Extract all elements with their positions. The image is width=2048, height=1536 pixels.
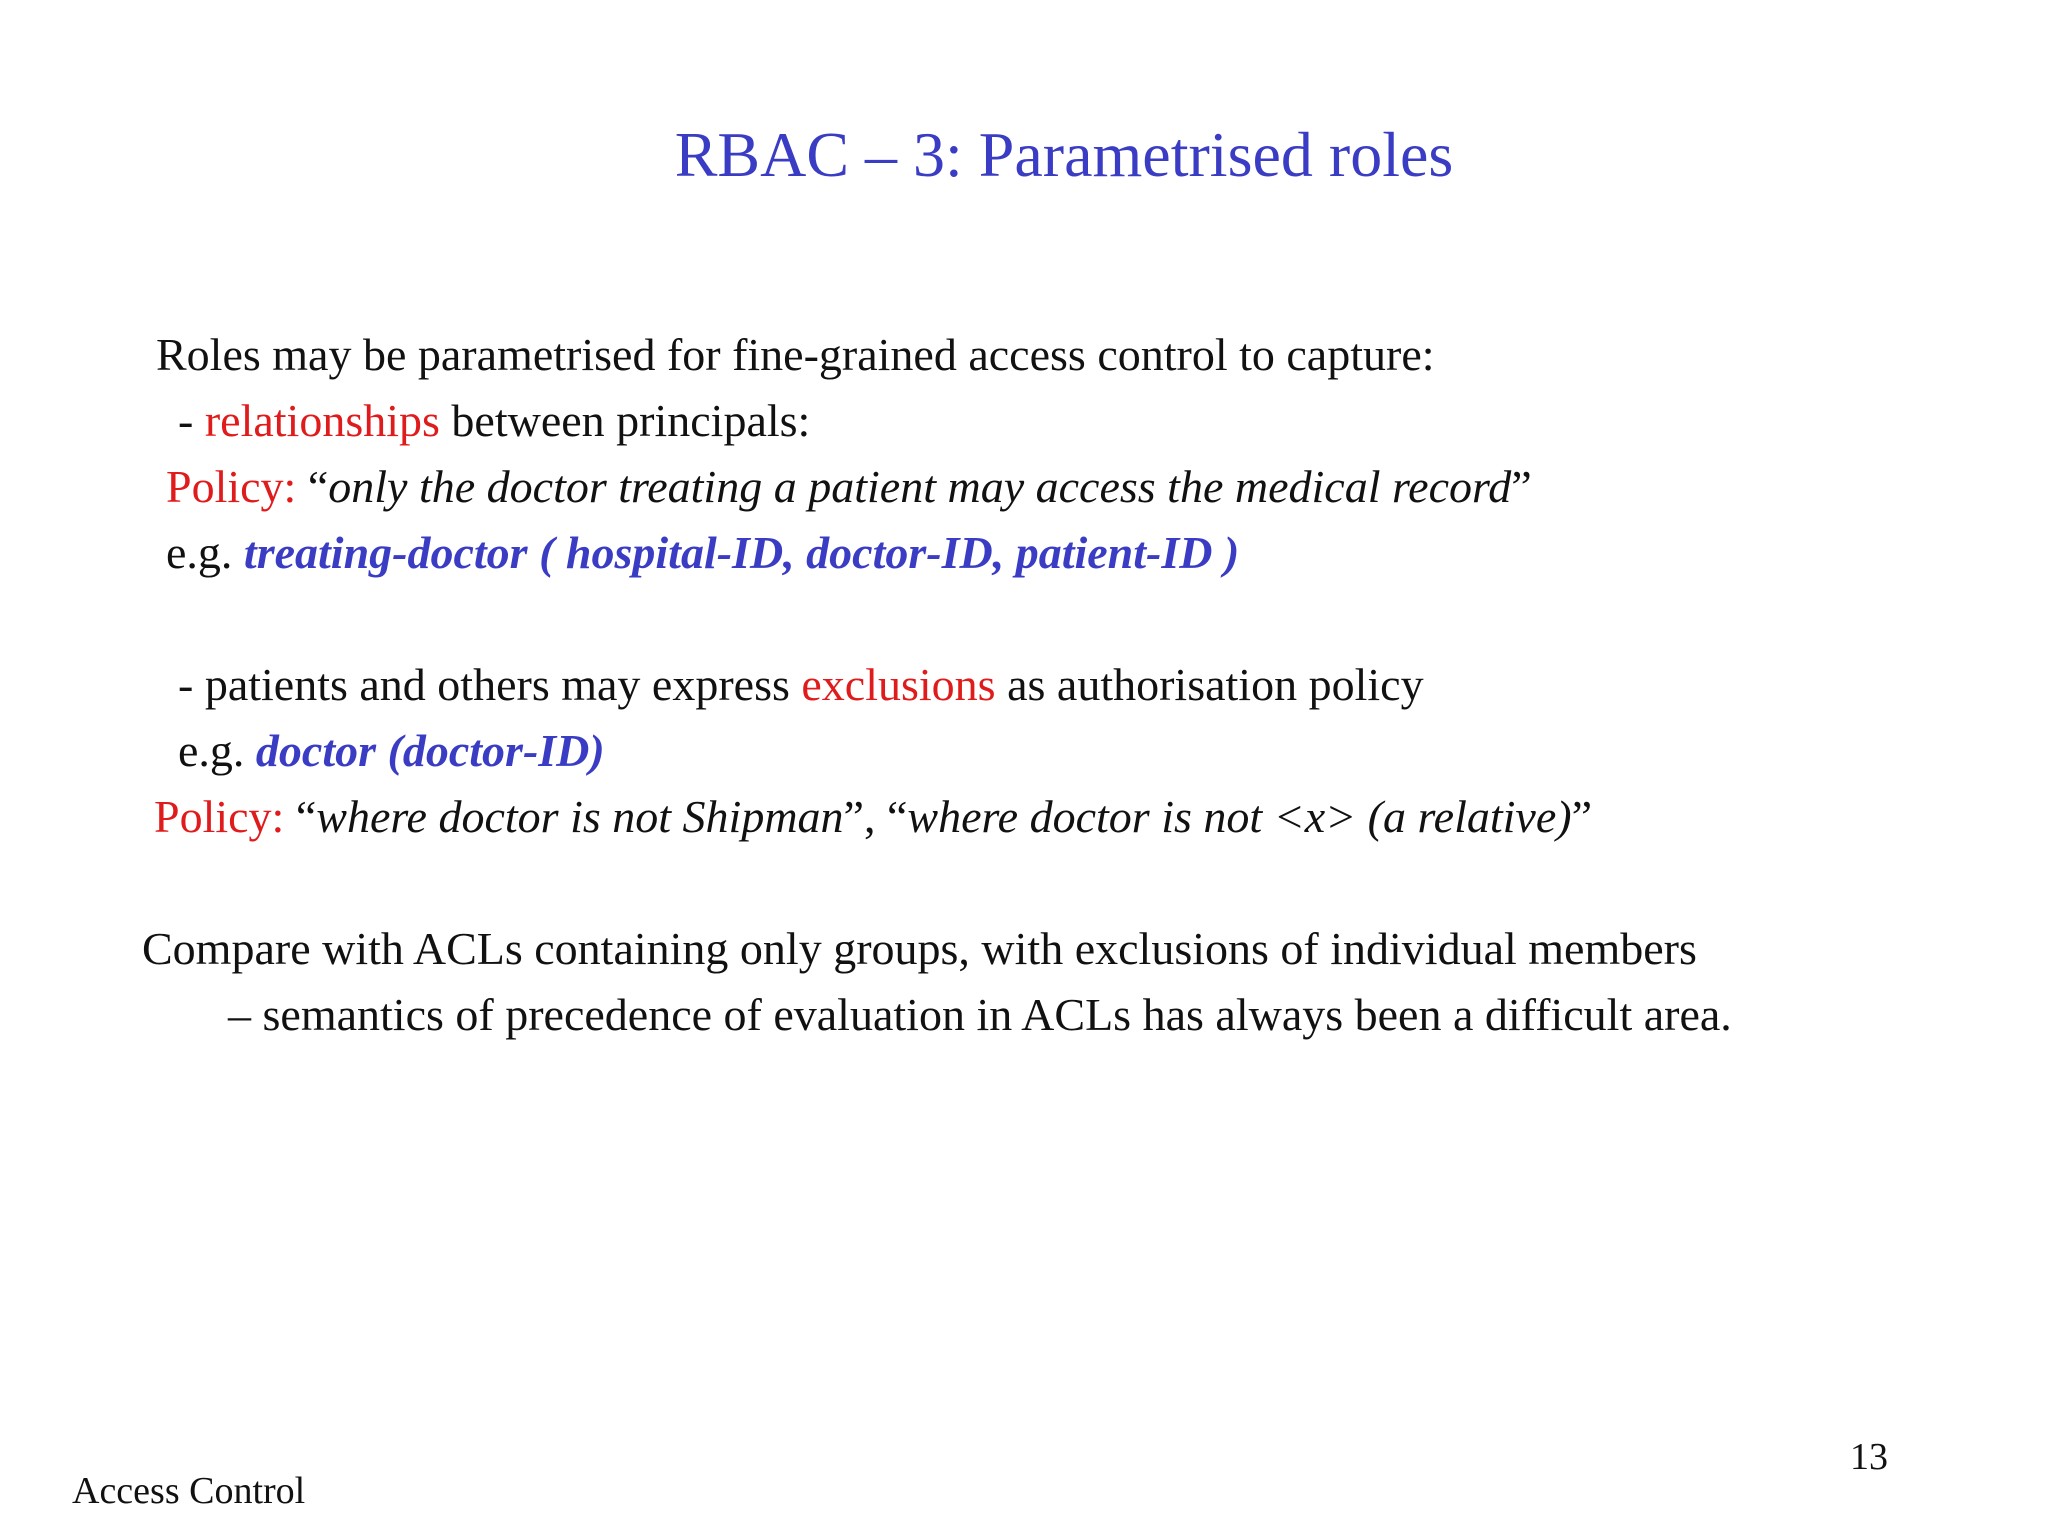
bullet-prefix: -: [178, 395, 205, 446]
bullet-exclusions: [178, 659, 1424, 710]
close-quote: ”: [1571, 791, 1593, 842]
policy-line-2: [154, 791, 1593, 842]
compare-subtext: – semantics of precedence of evaluation in ACLs has always been a difficult area.: [228, 989, 1732, 1040]
policy-text-shipman: where doctor is not Shipman: [316, 791, 844, 842]
doctor-role: doctor (doctor-ID): [255, 725, 605, 776]
quote-separator: ”, “: [843, 791, 908, 842]
example-line-1: [166, 527, 1240, 578]
example-prefix: e.g.: [178, 725, 256, 776]
compare-text: Compare with ACLs containing only groups, with exclusions of individual members: [142, 923, 1697, 974]
bullet-rest: as authorisation policy: [995, 659, 1424, 710]
exclusions-highlight: exclusions: [801, 659, 996, 710]
bullet-relationships: [178, 395, 811, 446]
footer-title: Access Control: [72, 1470, 306, 1512]
example-line-2: [178, 725, 605, 776]
open-quote: “: [296, 461, 329, 512]
policy-line-1: [166, 461, 1532, 512]
policy-label: Policy:: [166, 461, 297, 512]
open-quote: “: [284, 791, 317, 842]
treating-doctor-role: treating-doctor ( hospital-ID, doctor-ID, patient-ID ): [243, 527, 1240, 578]
bullet-prefix: - patients and others may express: [178, 659, 802, 710]
policy-text: only the doctor treating a patient may access the medical record: [328, 461, 1512, 512]
policy-text-relative: where doctor is not <x> (a relative): [907, 791, 1572, 842]
example-prefix: e.g.: [166, 527, 244, 578]
page-number: 13: [1850, 1436, 1888, 1478]
close-quote: ”: [1511, 461, 1532, 512]
slide-title: RBAC – 3: Parametrised roles: [674, 119, 1454, 190]
bullet-rest: between principals:: [439, 395, 811, 446]
relationships-highlight: relationships: [204, 395, 440, 446]
policy-label: Policy:: [154, 791, 285, 842]
intro-text: Roles may be parametrised for fine-grained access control to capture:: [156, 329, 1435, 380]
